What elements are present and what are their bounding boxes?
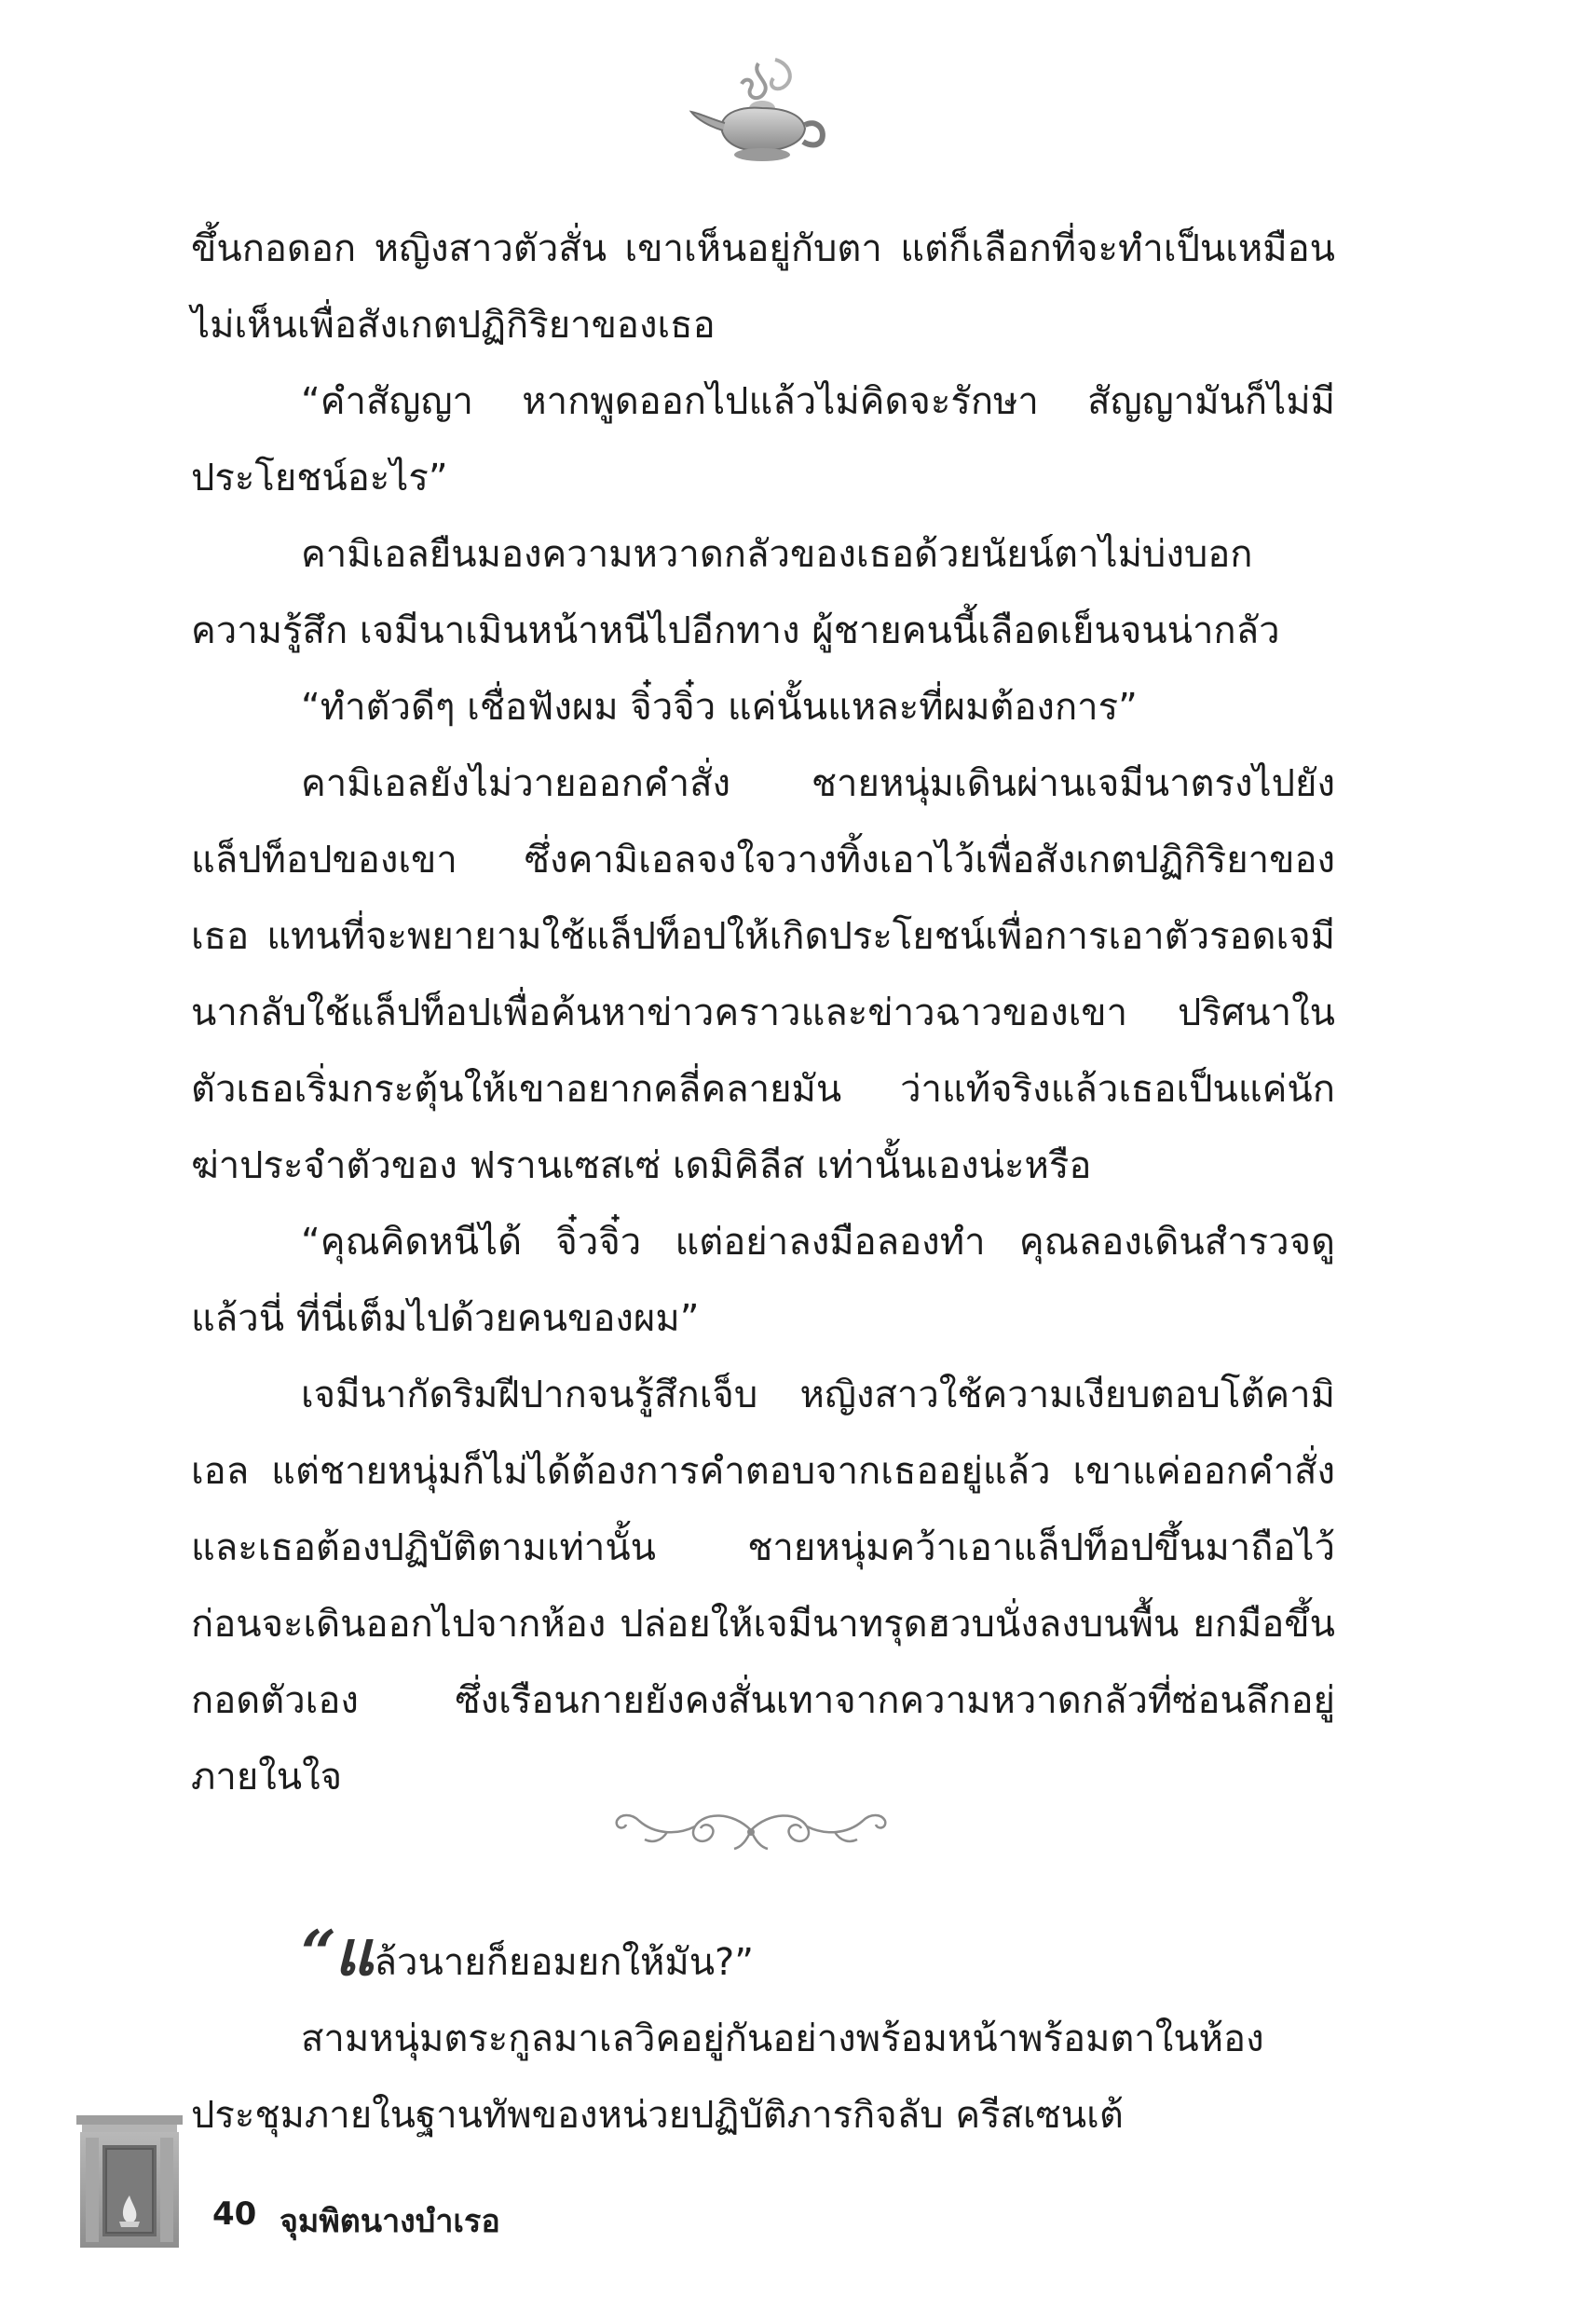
paragraph: ขึ้นกอดอก หญิงสาวตัวสั่น เขาเห็นอยู่กับตา แต่ก็เลือกที่จะทำเป็นเหมือนไม่เห็นเพื่อสังเกตปฏิกิริยาของเธอ	[191, 227, 1335, 347]
opening-line	[191, 1915, 1335, 2001]
paragraph: “คุณคิดหนีได้ จิ๋วจิ๋ว แต่อย่าลงมือลองทำ คุณลองเดินสำรวจดูแล้วนี่ ที่นี่เต็มไปด้วยคนของผม”	[191, 1221, 1335, 1340]
fireplace-icon	[73, 2108, 186, 2248]
main-text	[191, 211, 1335, 1815]
page-number: 40	[212, 2195, 257, 2233]
book-title: จุมพิตนางบำเรอ	[280, 2203, 500, 2240]
paragraph: คามิเอลยังไม่วายออกคำสั่ง ชายหนุ่มเดินผ่านเจมีนาตรงไปยังแล็ปท็อปของเขา ซึ่งคามิเอลจงใจวางทิ้งเอาไว้เพื่อสังเกตปฏิกิริยาของเธอ แทนที่จะพยายามใช้แล็ปท็อปให้เกิดประโยชน์เพื่อการเอาตัวรอดเจมีนากลับใช้แล็ปท็อปเพื่อค้นหาข่าวคราวและข่าวฉาวของเขา ปริศนาในตัวเธอเริ่มกระตุ้นให้เขาอยากคลี่คลายมัน ว่าแท้จริงแล้วเธอเป็นแค่นักฆ่าประจำตัวของ ฟรานเซสเซ่ เดมิคิลีส เท่านั้นเองน่ะหรือ	[191, 762, 1335, 1187]
genie-lamp-icon	[686, 54, 835, 175]
paragraph: เจมีนากัดริมฝีปากจนรู้สึกเจ็บ หญิงสาวใช้ความเงียบตอบโต้คามิเอล แต่ชายหนุ่มก็ไม่ได้ต้องการคำตอบจากเธออยู่แล้ว เขาแค่ออกคำสั่งและเธอต้องปฏิบัติตามเท่านั้น ชายหนุ่มคว้าเอาแล็ปท็อปขึ้นมาถือไว้ ก่อนจะเดินออกไปจากห้อง ปล่อยให้เจมีนาทรุดฮวบนั่งลงบนพื้น ยกมือขึ้นกอดตัวเอง ซึ่งเรือนกายยังคงสั่นเทาจากความหวาดกลัวที่ซ่อนลึกอยู่ภายในใจ	[191, 1374, 1335, 1798]
paragraph: “ทำตัวดีๆ เชื่อฟังผม จิ๋วจิ๋ว แค่นั้นแหละที่ผมต้องการ”	[301, 686, 1138, 729]
opening-line-text: ล้วนายก็ยอมยกให้มัน?”	[374, 1941, 754, 1984]
paragraph: สามหนุ่มตระกูลมาเลวิคอยู่กันอย่างพร้อมหน้าพร้อมตาในห้องประชุมภายในฐานทัพของหน่วยปฏิบัติภารกิจลับ ครีสเซนเต้	[191, 2017, 1264, 2137]
flourish-divider-icon	[611, 1793, 891, 1858]
section-two	[191, 1915, 1335, 2154]
paragraph: คามิเอลยืนมองความหวาดกลัวของเธอด้วยนัยน์ตาไม่บ่งบอกความรู้สึก เจมีนาเมินหน้าหนีไปอีกทาง ผู้ชายคนนี้เลือดเย็นจนน่ากลัว	[191, 533, 1280, 652]
paragraph: “คำสัญญา หากพูดออกไปแล้วไม่คิดจะรักษา สัญญามันก็ไม่มีประโยชน์อะไร”	[191, 380, 1335, 499]
drop-cap: “แ	[301, 1917, 373, 1990]
